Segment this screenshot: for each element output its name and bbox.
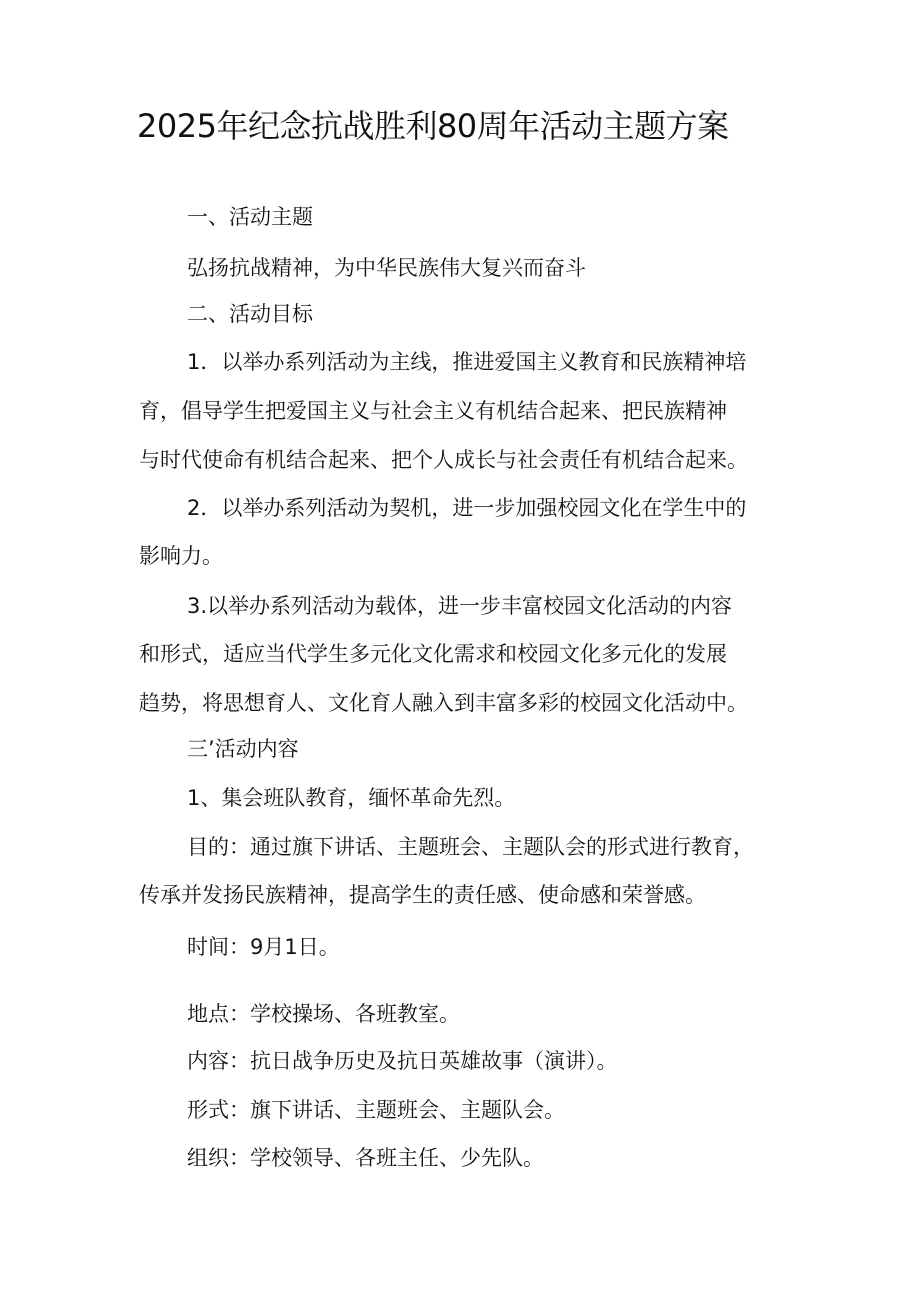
section-heading-theme: 一、活动主题 — [187, 205, 313, 229]
goal-2-line-2: 影响力。 — [139, 544, 223, 568]
goal-2-line-1: 2．以举办系列活动为契机，进一步加强校园文化在学生中的 — [187, 496, 747, 520]
goal-1-line-1: 1．以举办系列活动为主线，推进爱国主义教育和民族精神培 — [187, 350, 747, 374]
organization-line: 组织：学校领导、各班主任、少先队。 — [187, 1146, 544, 1170]
purpose-line-1: 目的：通过旗下讲话、主题班会、主题队会的形式进行教育， — [187, 835, 754, 859]
goal-1-line-2: 育，倡导学生把爱国主义与社会主义有机结合起来、把民族精神 — [139, 399, 727, 423]
content-item-1: 1、集会班队教育，缅怀革命先烈。 — [187, 786, 516, 810]
purpose-line-2: 传承并发扬民族精神，提高学生的责任感、使命感和荣誉感。 — [139, 883, 706, 907]
time-line: 时间：9月1日。 — [187, 935, 340, 959]
goal-1-line-3: 与时代使命有机结合起来、把个人成长与社会责任有机结合起来。 — [139, 448, 748, 472]
content-line: 内容：抗日战争历史及抗日英雄故事（演讲）。 — [187, 1049, 618, 1073]
document-title: 2025年纪念抗战胜利80周年活动主题方案 — [137, 107, 729, 145]
form-line: 形式：旗下讲话、主题班会、主题队会。 — [187, 1098, 565, 1122]
section-heading-goals: 二、活动目标 — [187, 302, 313, 326]
section-heading-content: 三’活动内容 — [187, 737, 299, 761]
location-line: 地点：学校操场、各班教室。 — [187, 1002, 460, 1026]
goal-3-line-3: 趋势，将思想育人、文化育人融入到丰富多彩的校园文化活动中。 — [139, 691, 748, 715]
goal-3-line-1: 3.以举办系列活动为载体，进一步丰富校园文化活动的内容 — [187, 594, 733, 618]
goal-3-line-2: 和形式，适应当代学生多元化文化需求和校园文化多元化的发展 — [139, 642, 727, 666]
theme-text: 弘扬抗战精神，为中华民族伟大复兴而奋斗 — [187, 256, 586, 280]
